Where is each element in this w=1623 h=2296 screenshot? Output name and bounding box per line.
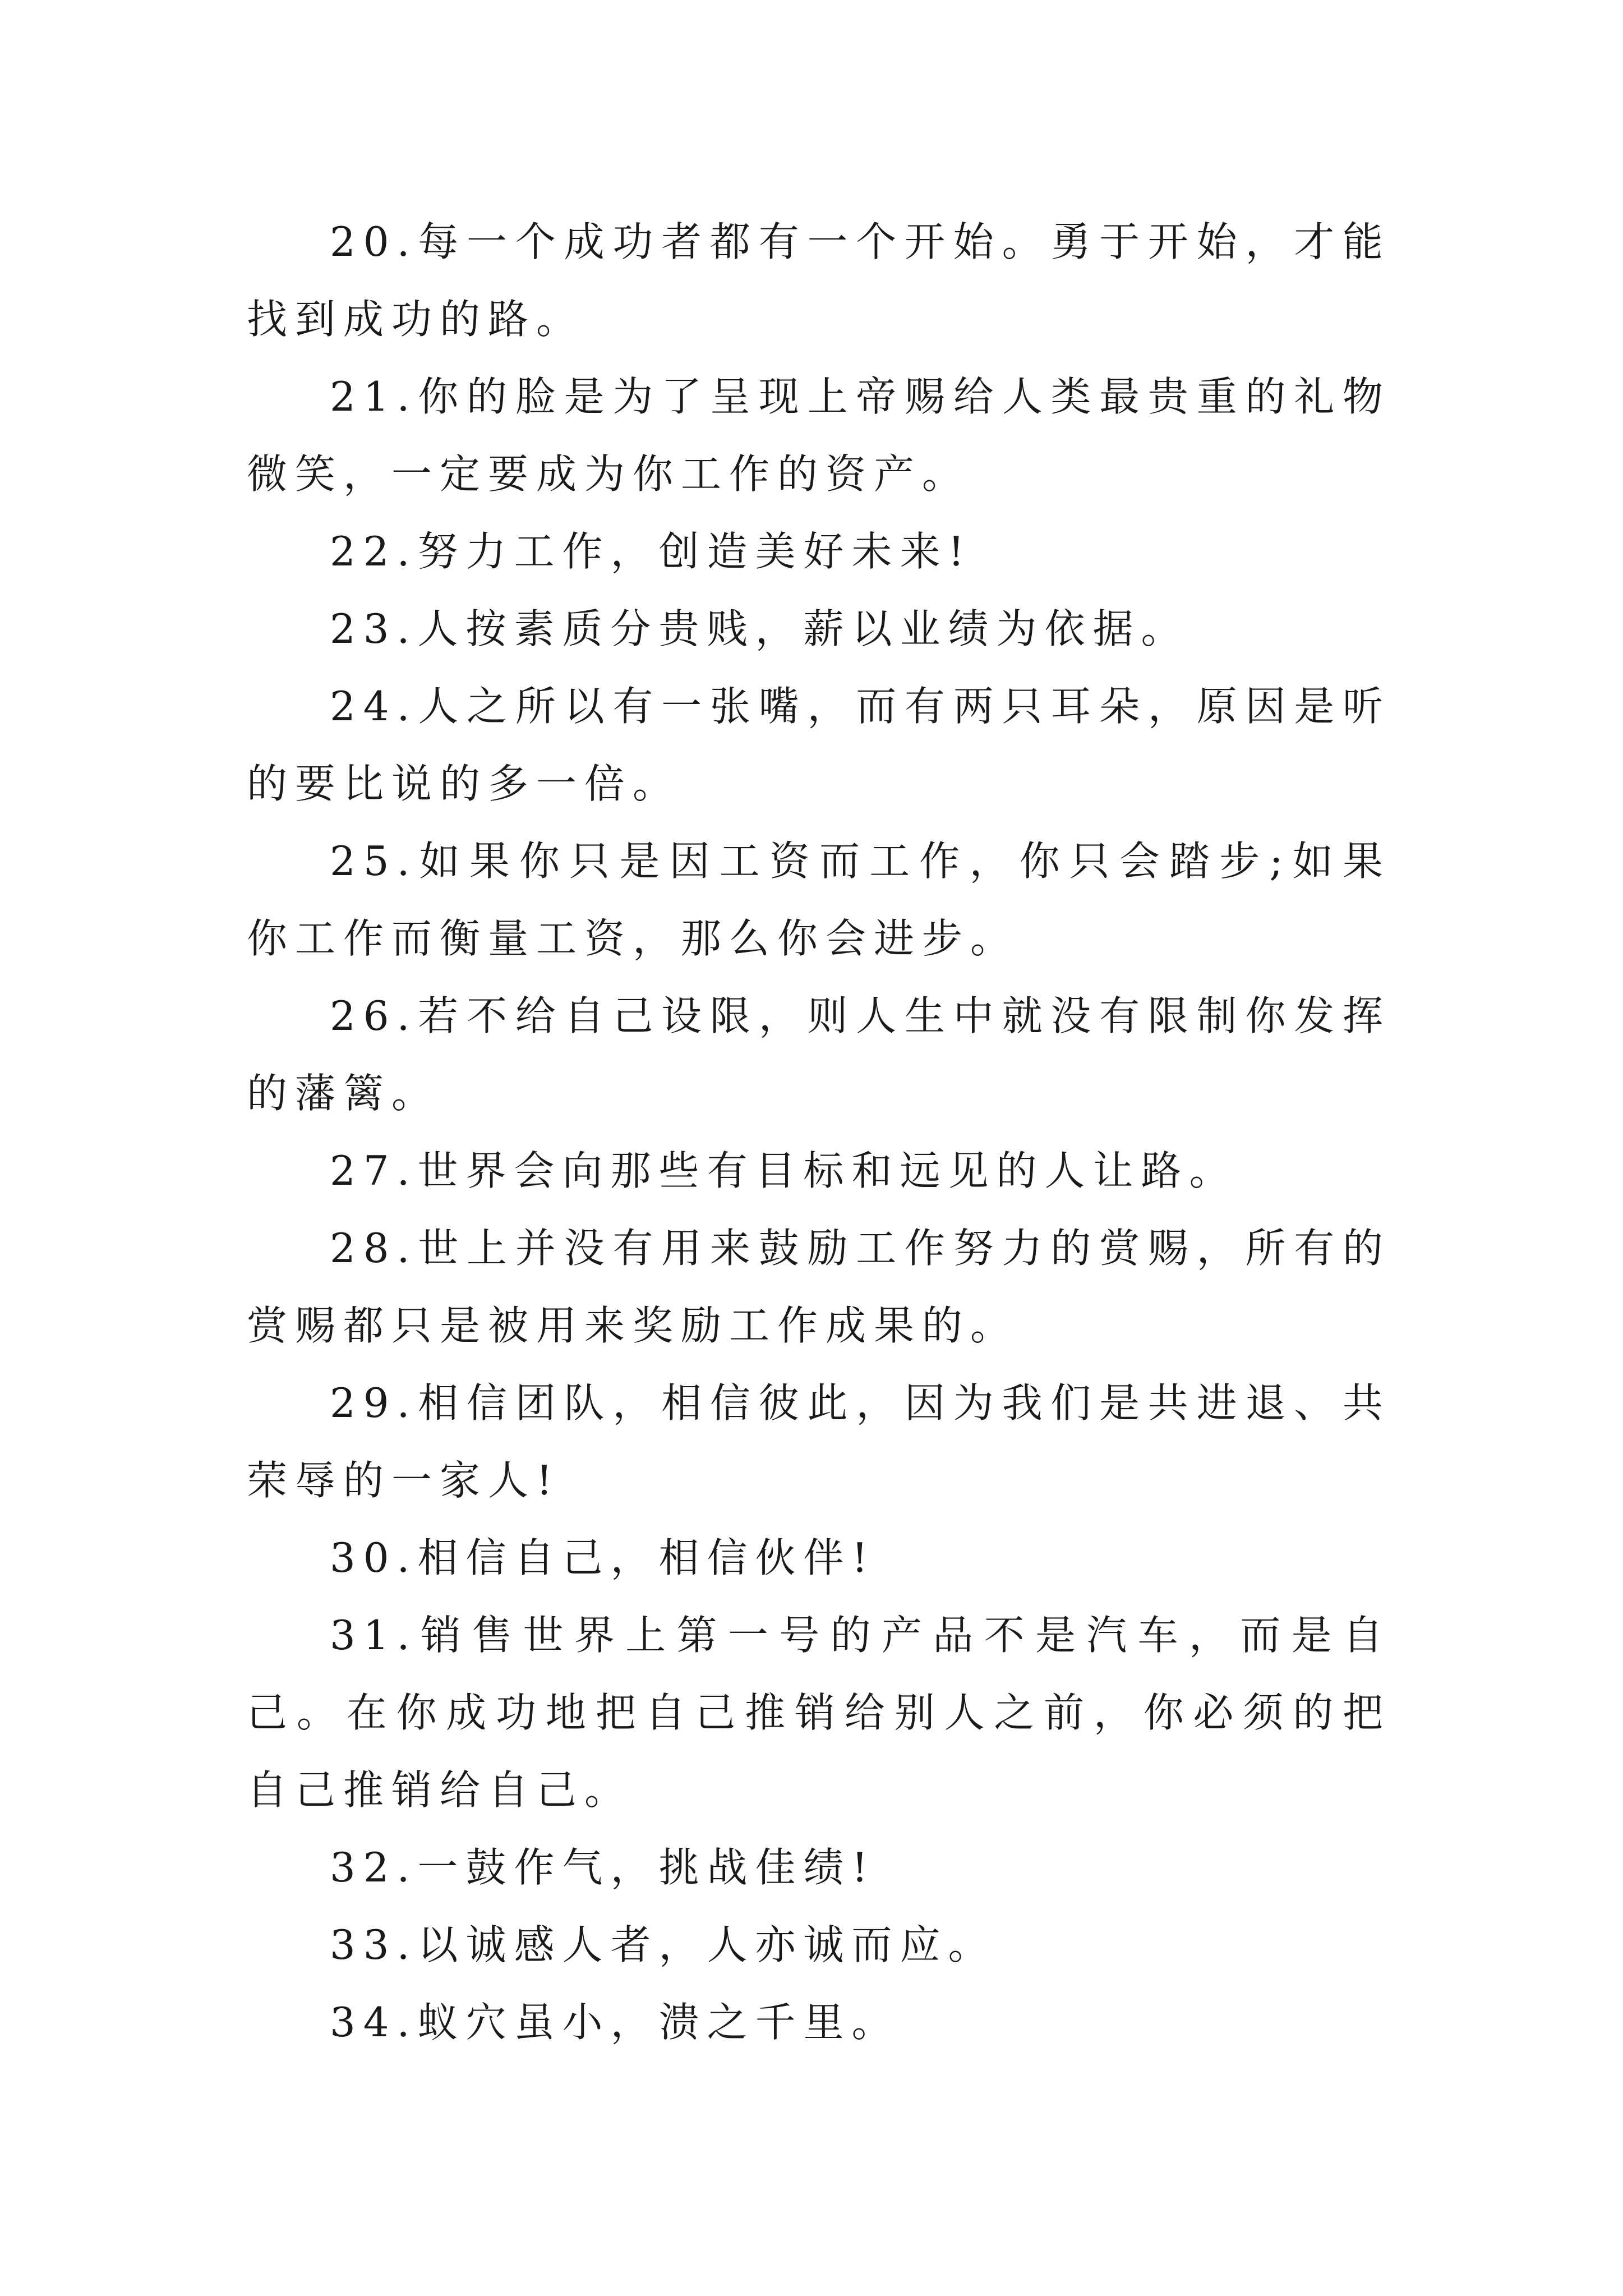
paragraph-25: 25.如果你只是因工资而工作，你只会踏步;如果你工作而衡量工资，那么你会进步。	[247, 838, 1391, 962]
paragraph-24: 24.人之所以有一张嘴，而有两只耳朵，原因是听的要比说的多一倍。	[247, 683, 1391, 807]
paragraph-34: 34.蚁穴虽小，溃之千里。	[330, 1999, 900, 2046]
document-body	[247, 203, 1391, 2061]
paragraph-28: 28.世上并没有用来鼓励工作努力的赏赐，所有的赏赐都只是被用来奖励工作成果的。	[247, 1225, 1391, 1349]
paragraph-31: 31.销售世界上第一号的产品不是汽车，而是自己。在你成功地把自己推销给别人之前，你必须的把自己推销给自己。	[247, 1612, 1391, 1814]
paragraph-22: 22.努力工作，创造美好未来!	[330, 528, 972, 575]
paragraph-33: 33.以诚感人者，人亦诚而应。	[330, 1921, 997, 1968]
paragraph-30: 30.相信自己，相信伙伴!	[330, 1534, 876, 1581]
paragraph-32: 32.一鼓作气，挑战佳绩!	[330, 1844, 876, 1891]
paragraph-23: 23.人按素质分贵贱，薪以业绩为依据。	[330, 605, 1189, 652]
paragraph-20: 20.每一个成功者都有一个开始。勇于开始，才能找到成功的路。	[247, 218, 1391, 343]
paragraph-27: 27.世界会向那些有目标和远见的人让路。	[330, 1147, 1238, 1194]
paragraph-26: 26.若不给自己设限，则人生中就没有限制你发挥的藩篱。	[247, 992, 1391, 1117]
paragraph-21: 21.你的脸是为了呈现上帝赐给人类最贵重的礼物微笑，一定要成为你工作的资产。	[247, 373, 1391, 498]
paragraph-29: 29.相信团队，相信彼此，因为我们是共进退、共荣辱的一家人!	[247, 1379, 1391, 1504]
